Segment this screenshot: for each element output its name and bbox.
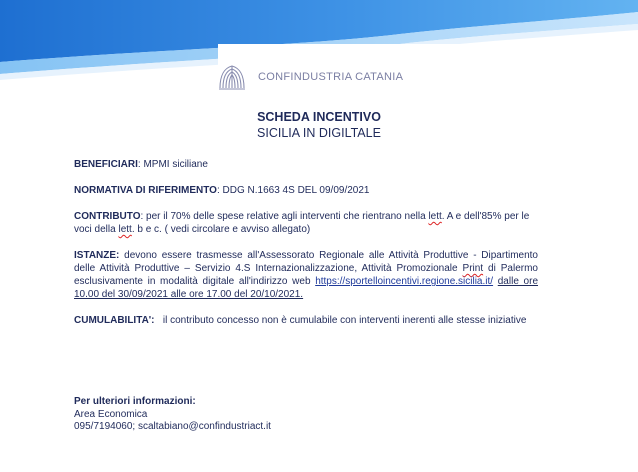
- document-body: [74, 158, 538, 340]
- beneficiari-label: BENEFICIARI: [74, 159, 138, 170]
- istanze-print: Print: [462, 263, 484, 274]
- cumulabilita-paragraph: [74, 314, 538, 327]
- cumulabilita-text: il contributo concesso non è cumulabile con interventi inerenti alle stesse iniziative: [162, 315, 527, 326]
- info-label: Per ulteriori informazioni:: [74, 396, 196, 407]
- org-logo-row: [216, 62, 403, 92]
- istanze-label: ISTANZE:: [74, 250, 120, 261]
- info-area: Area Economica: [74, 408, 148, 420]
- contributo-lett-1: lett: [428, 211, 442, 222]
- istanze-deadline: dalle ore 10.00 del 30/09/2021 alle ore 17.00 del 20/10/2021.: [74, 276, 539, 300]
- contributo-text-b: . A e dell'85% per le voci della: [74, 211, 530, 235]
- info-contacts: 095/7194060; scaltabiano@confindustriact.it: [74, 421, 271, 432]
- istanze-text-a: devono essere trasmesse all'Assessorato Regionale alle Attività Produttive - Dipartimento delle Attività Produttive – Servizio 4.S Internazionalizzazione, Attività Promozionale: [74, 250, 538, 274]
- contributo-paragraph: CONTRIBUTO: per il 70% delle spese relative agli interventi che rientrano nella lett. A e dell'85% per le voci della lett. b e c. ( vedi circolare e avviso allegato): [74, 211, 530, 235]
- org-name: CONFINDUSTRIA CATANIA: [258, 71, 404, 83]
- contributo-lett-2: lett: [118, 224, 132, 235]
- contributo-label: CONTRIBUTO: [74, 211, 141, 222]
- normativa-text: DDG N.1663 4S DEL 09/09/2021: [222, 185, 370, 196]
- beneficiari-text: MPMI siciliane: [143, 159, 208, 170]
- contributo-text-c: . b e c. ( vedi circolare e avviso allegato): [131, 224, 311, 235]
- istanze-text-b: di Palermo esclusivamente in modalità digitale all'indirizzo web: [74, 263, 538, 287]
- title-line-2: SICILIA IN DIGILTALE: [257, 126, 381, 140]
- normativa-paragraph: NORMATIVA DI RIFERIMENTO: DDG N.1663 4S DEL 09/09/2021: [74, 185, 370, 196]
- cumulabilita-label: CUMULABILITA':: [74, 315, 155, 326]
- contributo-text-a: per il 70% delle spese relative agli interventi che rientrano nella: [146, 211, 429, 222]
- confindustria-logo-icon: [216, 62, 248, 92]
- beneficiari-paragraph: BENEFICIARI: MPMI siciliane: [74, 159, 208, 170]
- istanze-paragraph: [74, 249, 538, 301]
- contact-info: [74, 396, 538, 434]
- document-title: [0, 109, 638, 141]
- title-line-1: SCHEDA INCENTIVO: [257, 110, 381, 124]
- sportello-incentivi-link[interactable]: https://sportelloincentivi.regione.sicilia.it/: [315, 276, 494, 287]
- normativa-label: NORMATIVA DI RIFERIMENTO: [74, 185, 217, 196]
